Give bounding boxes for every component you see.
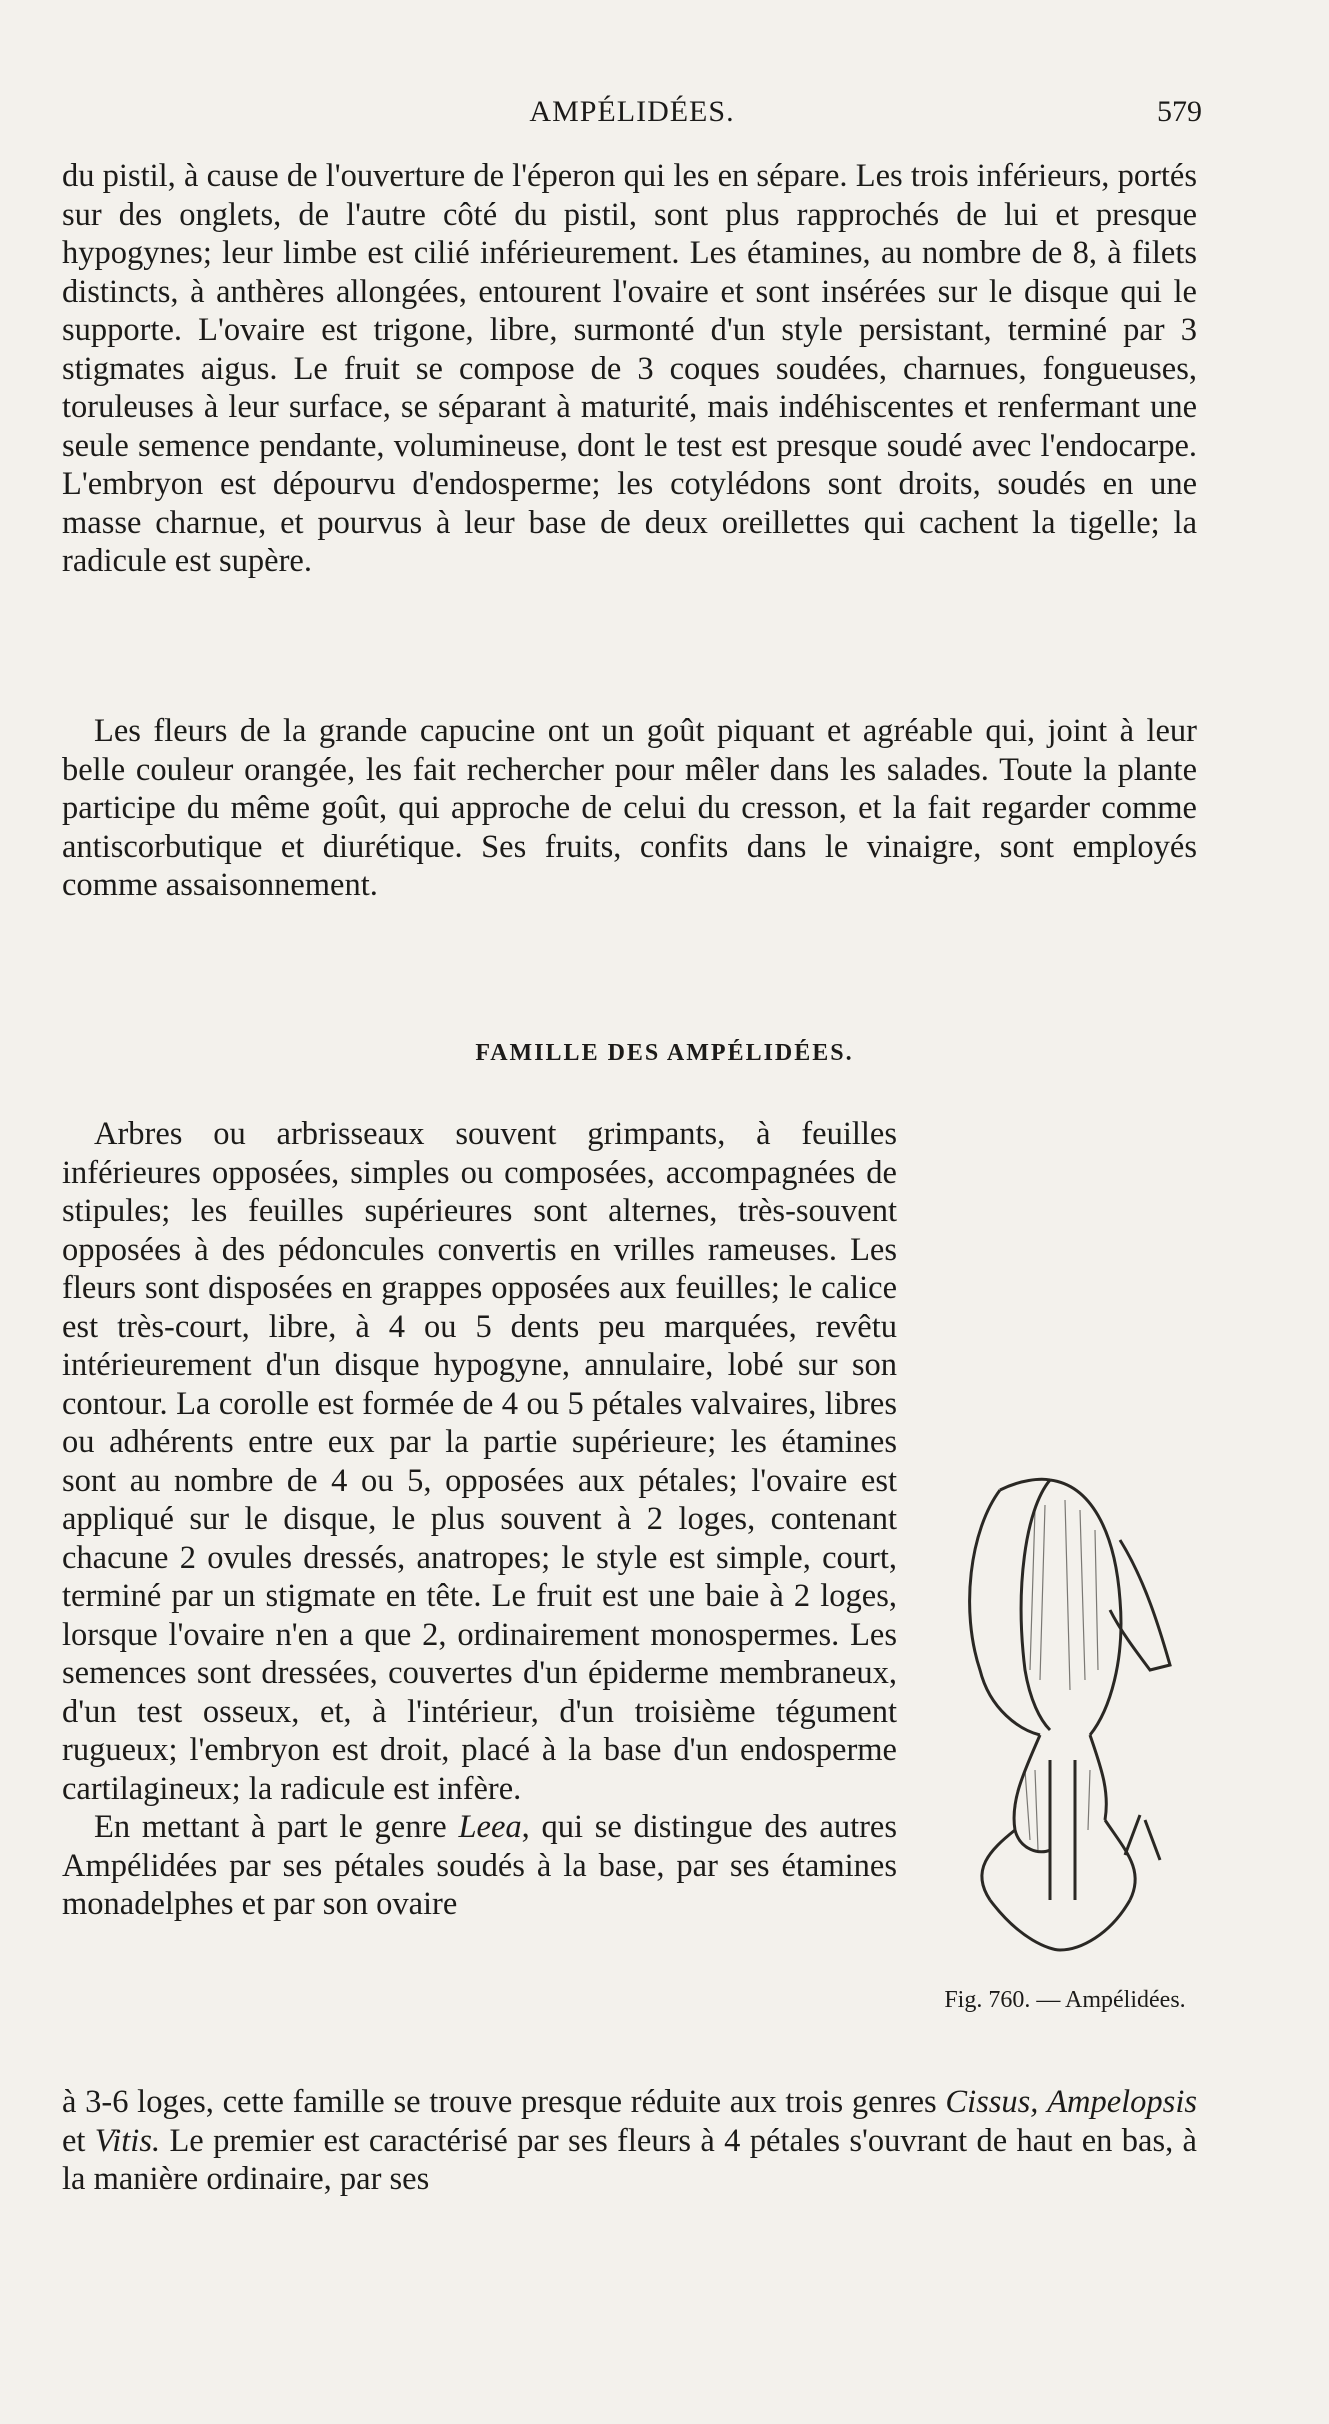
genus-connector: et — [62, 2122, 95, 2159]
running-title: AMPÉLIDÉES. — [529, 95, 735, 128]
paragraph-capucine-description: du pistil, à cause de l'ouverture de l'éperon qui les en sépare. Les trois inférieurs, portés sur des onglets, de l'autre côté du pistil, sont plus rapprochés de lui et presque hypogynes; leur limbe est cilié inférieurement. Les étamines, au nombre de 8, à filets distincts, à anthères allongées, entourent l'ovaire et sont insérées sur le disque qui le supporte. L'ovaire est trigone, libre, surmonté d'un style persistant, terminé par 3 stigmates aigus. Le fruit se compose de 3 coques soudées, charnues, fongueuses, toruleuses à leur surface, se séparant à maturité, mais indéhiscentes et renfermant une seule semence pendante, volumineuse, dont le test est presque soudé avec l'endocarpe. L'embryon est dépourvu d'endosperme; les cotylédons sont droits, soudés en une masse charnue, et pourvus à leur base de deux oreillettes qui cachent la tigelle; la radicule est supère. — [62, 158, 1197, 579]
genus-cissus: Cissus, — [945, 2084, 1039, 2120]
family-description-column — [62, 1115, 897, 1924]
page-number: 579 — [1157, 95, 1202, 128]
paragraph-family-description: Arbres ou arbrisseaux souvent grimpants, à feuilles inférieures opposées, simples ou composées, accompagnées de stipules; les feuilles supérieures sont alternes, très-souvent opposées à des pédoncules convertis en vrilles rameuses. Les fleurs sont disposées en grappes opposées aux feuilles; le calice est très-court, libre, à 4 ou 5 dents peu marquées, revêtu intérieurement d'un disque hypogyne, annulaire, lobé sur son contour. La corolle est formée de 4 ou 5 pétales valvaires, libres ou adhérents entre eux par la partie supérieure; les étamines sont au nombre de 4 ou 5, opposées aux pétales; l'ovaire est appliqué sur le disque, le plus souvent à 2 loges, contenant chacune 2 ovules dressés, anatropes; le style est simple, court, terminé par un stigmate en tête. Le fruit est une baie à 2 loges, lorsque l'ovaire n'en a que 2, ordinairement monospermes. Les semences sont dressées, couvertes d'un épiderme membraneux, d'un test osseux, et, à l'intérieur, d'un troisième tégument rugueux; l'embryon est droit, placé à la base d'un endosperme cartilagineux; la radicule est infère. — [62, 1116, 897, 1807]
genus-leea: Leea — [458, 1809, 522, 1845]
genus-vitis: Vitis. — [94, 2122, 161, 2159]
leea-text-mid: , qui se distingue des autres Ampélidées par ses pétales soudés à la base, par ses étamines monadelphes et par son ovaire — [62, 1809, 898, 1922]
genera-text-end: Le premier est caractérisé par ses fleurs à 4 pétales s'ouvrant de haut en bas, à la manière ordinaire, par ses — [62, 2122, 1197, 2197]
running-header — [62, 95, 1202, 135]
genera-text-start: à 3-6 loges, cette famille se trouve presque réduite aux trois genres — [62, 2084, 946, 2120]
usage-section — [62, 712, 1197, 905]
genera-paragraph-continuation — [62, 2083, 1197, 2199]
flower-bud-illustration-icon — [930, 1470, 1200, 1990]
paragraph-capucine-uses: Les fleurs de la grande capucine ont un goût piquant et agréable qui, joint à leur belle couleur orangée, les fait rechercher pour mêler dans les salades. Toute la plante participe du même goût, qui approche de celui du cresson, et la fait regarder comme antiscorbutique et diurétique. Ses fruits, confits dans le vinaigre, sont employés comme assaisonnement. — [62, 713, 1197, 903]
section-heading: FAMILLE DES AMPÉLIDÉES. — [475, 1040, 854, 1066]
paragraph-genera — [62, 2083, 1197, 2199]
figure-caption: Fig. 760. — Ampélidées. — [944, 1987, 1186, 2013]
leea-text-start: En mettant à part le genre — [94, 1809, 459, 1845]
paragraph-leea-start — [62, 1808, 897, 1924]
intro-section — [62, 157, 1197, 581]
genus-ampelopsis: Ampelopsis — [1047, 2084, 1197, 2120]
